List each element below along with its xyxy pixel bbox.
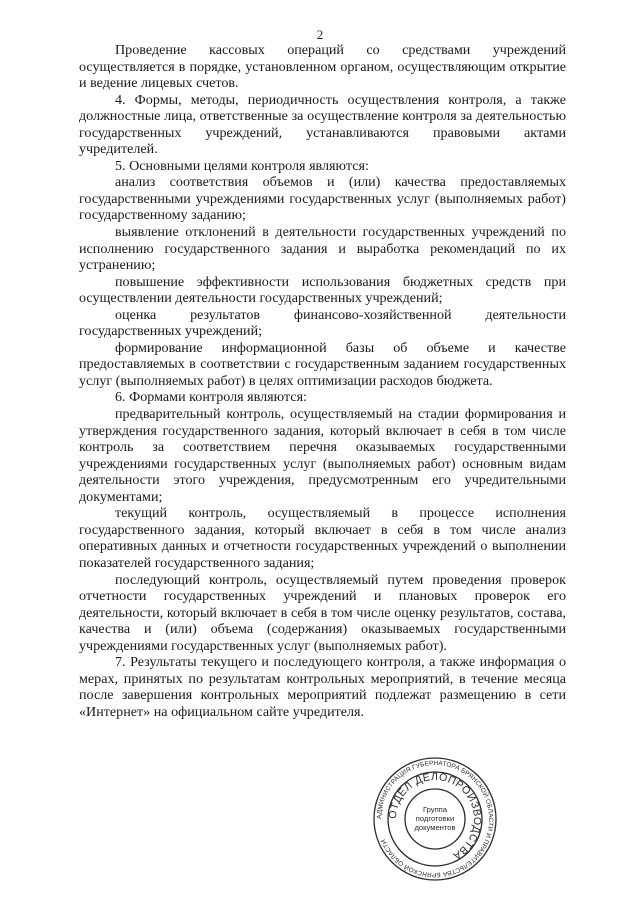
document-body [79, 42, 566, 720]
paragraph-cash-operations: Проведение кассовых операций со средствами учреждений осуществляется в порядке, установленном органом, осуществляющим открытие и ведение лицевых счетов. [79, 42, 566, 92]
paragraph-goal-efficiency: повышение эффективности использования бюджетных средств при осуществлении деятельности государственных учреждений; [79, 273, 566, 307]
stamp-inner-ring-text: ОТДЕЛ ДЕЛОПРОИЗВОДСТВА [386, 770, 484, 863]
paragraph-goal-assessment: оценка результатов финансово-хозяйственной деятельности государственных учреждений; [79, 306, 566, 340]
paragraph-form-preliminary: предварительный контроль, осуществляемый на стадии формирования и утверждения государственного задания, который включает в себя в том числе контроль за соответствием перечня оказываемых государственными учреждениями государственных услуг (выполняемых работ) основным видам деятельности этого учреждения, предусмотренным его учредительными документами; [79, 406, 566, 505]
page-number: 2 [316, 27, 324, 42]
paragraph-form-subsequent: последующий контроль, осуществляемый путем проведения проверок отчетности государственных учреждений и плановых проверок его деятельности, который включает в себя в том числе оценку результатов, состава, качества и (или) объема (содержания) оказываемых государственными учреждениями государственных услуг (выполняемых работ). [79, 571, 566, 654]
stamp-center-line-1: Группа [422, 805, 448, 814]
stamp-center-line-2: подготовки [415, 814, 455, 823]
paragraph-item-7: 7. Результаты текущего и последующего контроля, а также информация о мерах, принятых по результатам контрольных мероприятий, в течение месяца после завершения контрольных мероприятий подлежат размещению в сети «Интернет» на официальном сайте учредителя. [79, 654, 566, 720]
paragraph-goal-analysis: анализ соответствия объемов и (или) качества предоставляемых государственными учреждениями государственных услуг (выполняемых работ) государственному заданию; [79, 174, 566, 224]
stamp-center-line-3: документов [414, 823, 456, 832]
paragraph-goal-information-base: формирование информационной базы об объеме и качестве предоставляемых в соответствии с государственным заданием государственных услуг (выполняемых работ) в целях оптимизации расходов бюджета. [79, 339, 566, 389]
stamp-outer-ring-text: АДМИНИСТРАЦИЯ ГУБЕРНАТОРА БРЯНСКОЙ ОБЛАСТИ И ПРАВИТЕЛЬСТВА БРЯНСКОЙ ОБЛАСТИ [375, 759, 495, 879]
paragraph-item-5: 5. Основными целями контроля являются: [115, 157, 369, 174]
paragraph-form-current: текущий контроль, осуществляемый в процессе исполнения государственного задания, который включает в себя в том числе анализ оперативных данных и отчетности государственных учреждений о выполнении показателей государственного задания; [79, 505, 566, 571]
paragraph-item-6: 6. Формами контроля являются: [115, 389, 307, 406]
department-stamp [372, 756, 498, 882]
paragraph-goal-deviations: выявление отклонений в деятельности государственных учреждений по исполнению государственного задания и выработка рекомендаций по их устранению; [79, 224, 566, 274]
paragraph-item-4: 4. Формы, методы, периодичность осуществления контроля, а также должностные лица, ответственные за осуществление контроля за деятельностью государственных учреждений, устанавливаются правовыми актами учредителей. [79, 91, 566, 158]
